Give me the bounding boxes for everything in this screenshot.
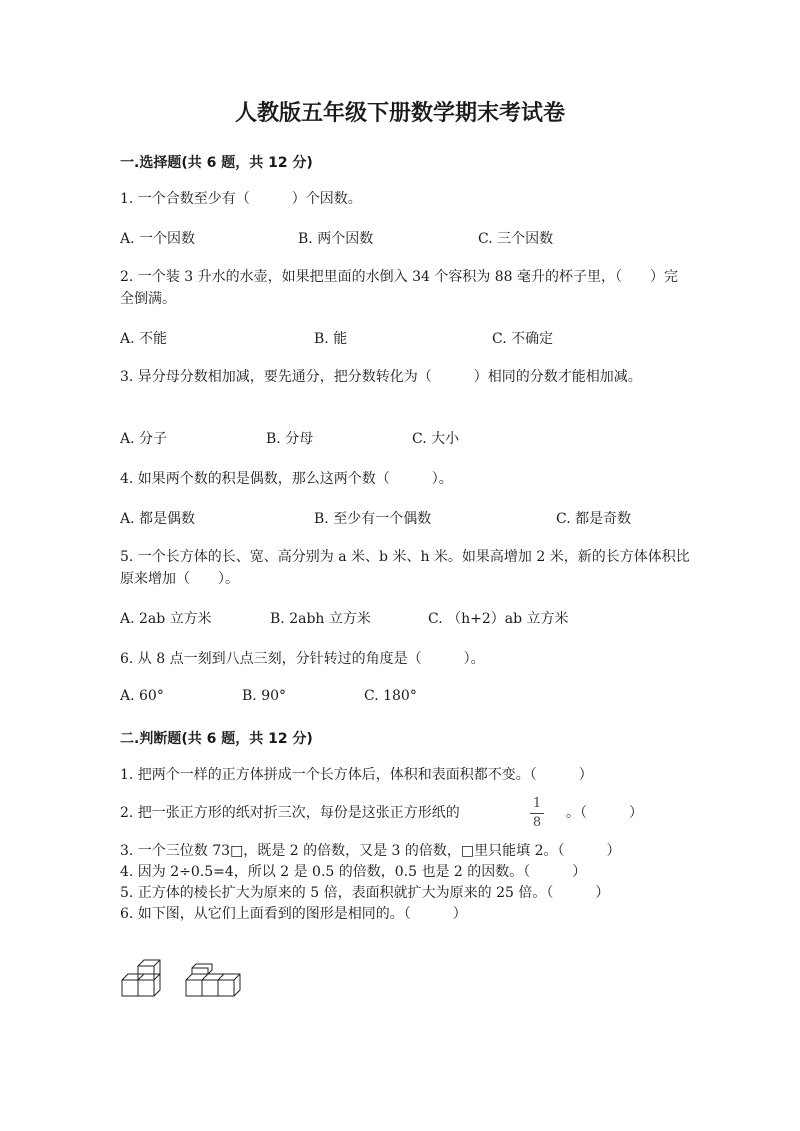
cube-figure-right	[186, 964, 240, 996]
q1-option-a: A. 一个因数	[120, 231, 196, 247]
judge-question-6: 6. 如下图，从它们上面看到的图形是相同的。（ ）	[120, 906, 467, 922]
q4-option-b: B. 至少有一个偶数	[314, 511, 432, 527]
q1-option-c: C. 三个因数	[478, 231, 554, 247]
fraction-numerator: 1	[532, 796, 542, 811]
q3-option-b: B. 分母	[266, 431, 314, 447]
fraction-bar	[530, 813, 544, 814]
choice-question-4: 4. 如果两个数的积是偶数，那么这两个数（ ）。	[120, 471, 453, 487]
q5-option-c: C. （h+2）ab 立方米	[428, 611, 569, 627]
q3-option-c: C. 大小	[412, 431, 460, 447]
fraction-denominator: 8	[532, 815, 542, 830]
judge-question-3: 3. 一个三位数 73□，既是 2 的倍数，又是 3 的倍数，□里只能填 2。（ ）	[120, 843, 621, 859]
q6-option-c: C. 180°	[364, 688, 417, 704]
section-1-heading: 一.选择题(共 6 题，共 12 分)	[120, 155, 313, 171]
q1-option-b: B. 两个因数	[298, 231, 374, 247]
judge-question-2: 2. 把一张正方形的纸对折三次，每份是这张正方形纸的	[120, 805, 460, 821]
q4-option-c: C. 都是奇数	[556, 511, 632, 527]
q6-option-a: A. 60°	[120, 688, 164, 704]
cube-figures	[118, 958, 248, 1002]
fraction-one-eighth	[530, 796, 544, 831]
judge-question-1: 1. 把两个一样的正方体拼成一个长方体后，体积和表面积都不变。（ ）	[120, 767, 593, 783]
q2-option-c: C. 不确定	[492, 331, 554, 347]
q6-option-b: B. 90°	[242, 688, 287, 704]
choice-question-5: 5. 一个长方体的长、宽、高分别为 a 米、b 米、h 米。如果高增加 2 米，新的长方体体积比原来增加（ ）。	[120, 549, 690, 587]
q2-option-a: A. 不能	[120, 331, 168, 347]
q2-option-b: B. 能	[314, 331, 348, 347]
cube-figure-left	[122, 960, 160, 996]
judge-question-5: 5. 正方体的棱长扩大为原来的 5 倍，表面积就扩大为原来的 25 倍。（ ）	[120, 885, 610, 901]
q4-option-a: A. 都是偶数	[120, 511, 196, 527]
page-title: 人教版五年级下册数学期末考试卷	[234, 101, 565, 126]
q5-option-b: B. 2abh 立方米	[270, 611, 371, 627]
choice-question-6: 6. 从 8 点一刻到八点三刻，分针转过的角度是（ ）。	[120, 651, 485, 667]
section-2-heading: 二.判断题(共 6 题，共 12 分)	[120, 731, 313, 747]
choice-question-1: 1. 一个合数至少有（ ）个因数。	[120, 191, 362, 207]
q5-option-a: A. 2ab 立方米	[120, 611, 212, 627]
choice-question-2: 2. 一个装 3 升水的水壶，如果把里面的水倒入 34 个容积为 88 毫升的杯子里，（ ）完全倒满。	[120, 269, 679, 307]
judge-question-2-tail: 。（ ）	[566, 805, 643, 821]
q3-option-a: A. 分子	[120, 431, 168, 447]
choice-question-3: 3. 异分母分数相加减，要先通分，把分数转化为（ ）相同的分数才能相加减。	[120, 369, 642, 385]
judge-question-4: 4. 因为 2÷0.5=4，所以 2 是 0.5 的倍数，0.5 也是 2 的因数。（ ）	[120, 864, 587, 880]
